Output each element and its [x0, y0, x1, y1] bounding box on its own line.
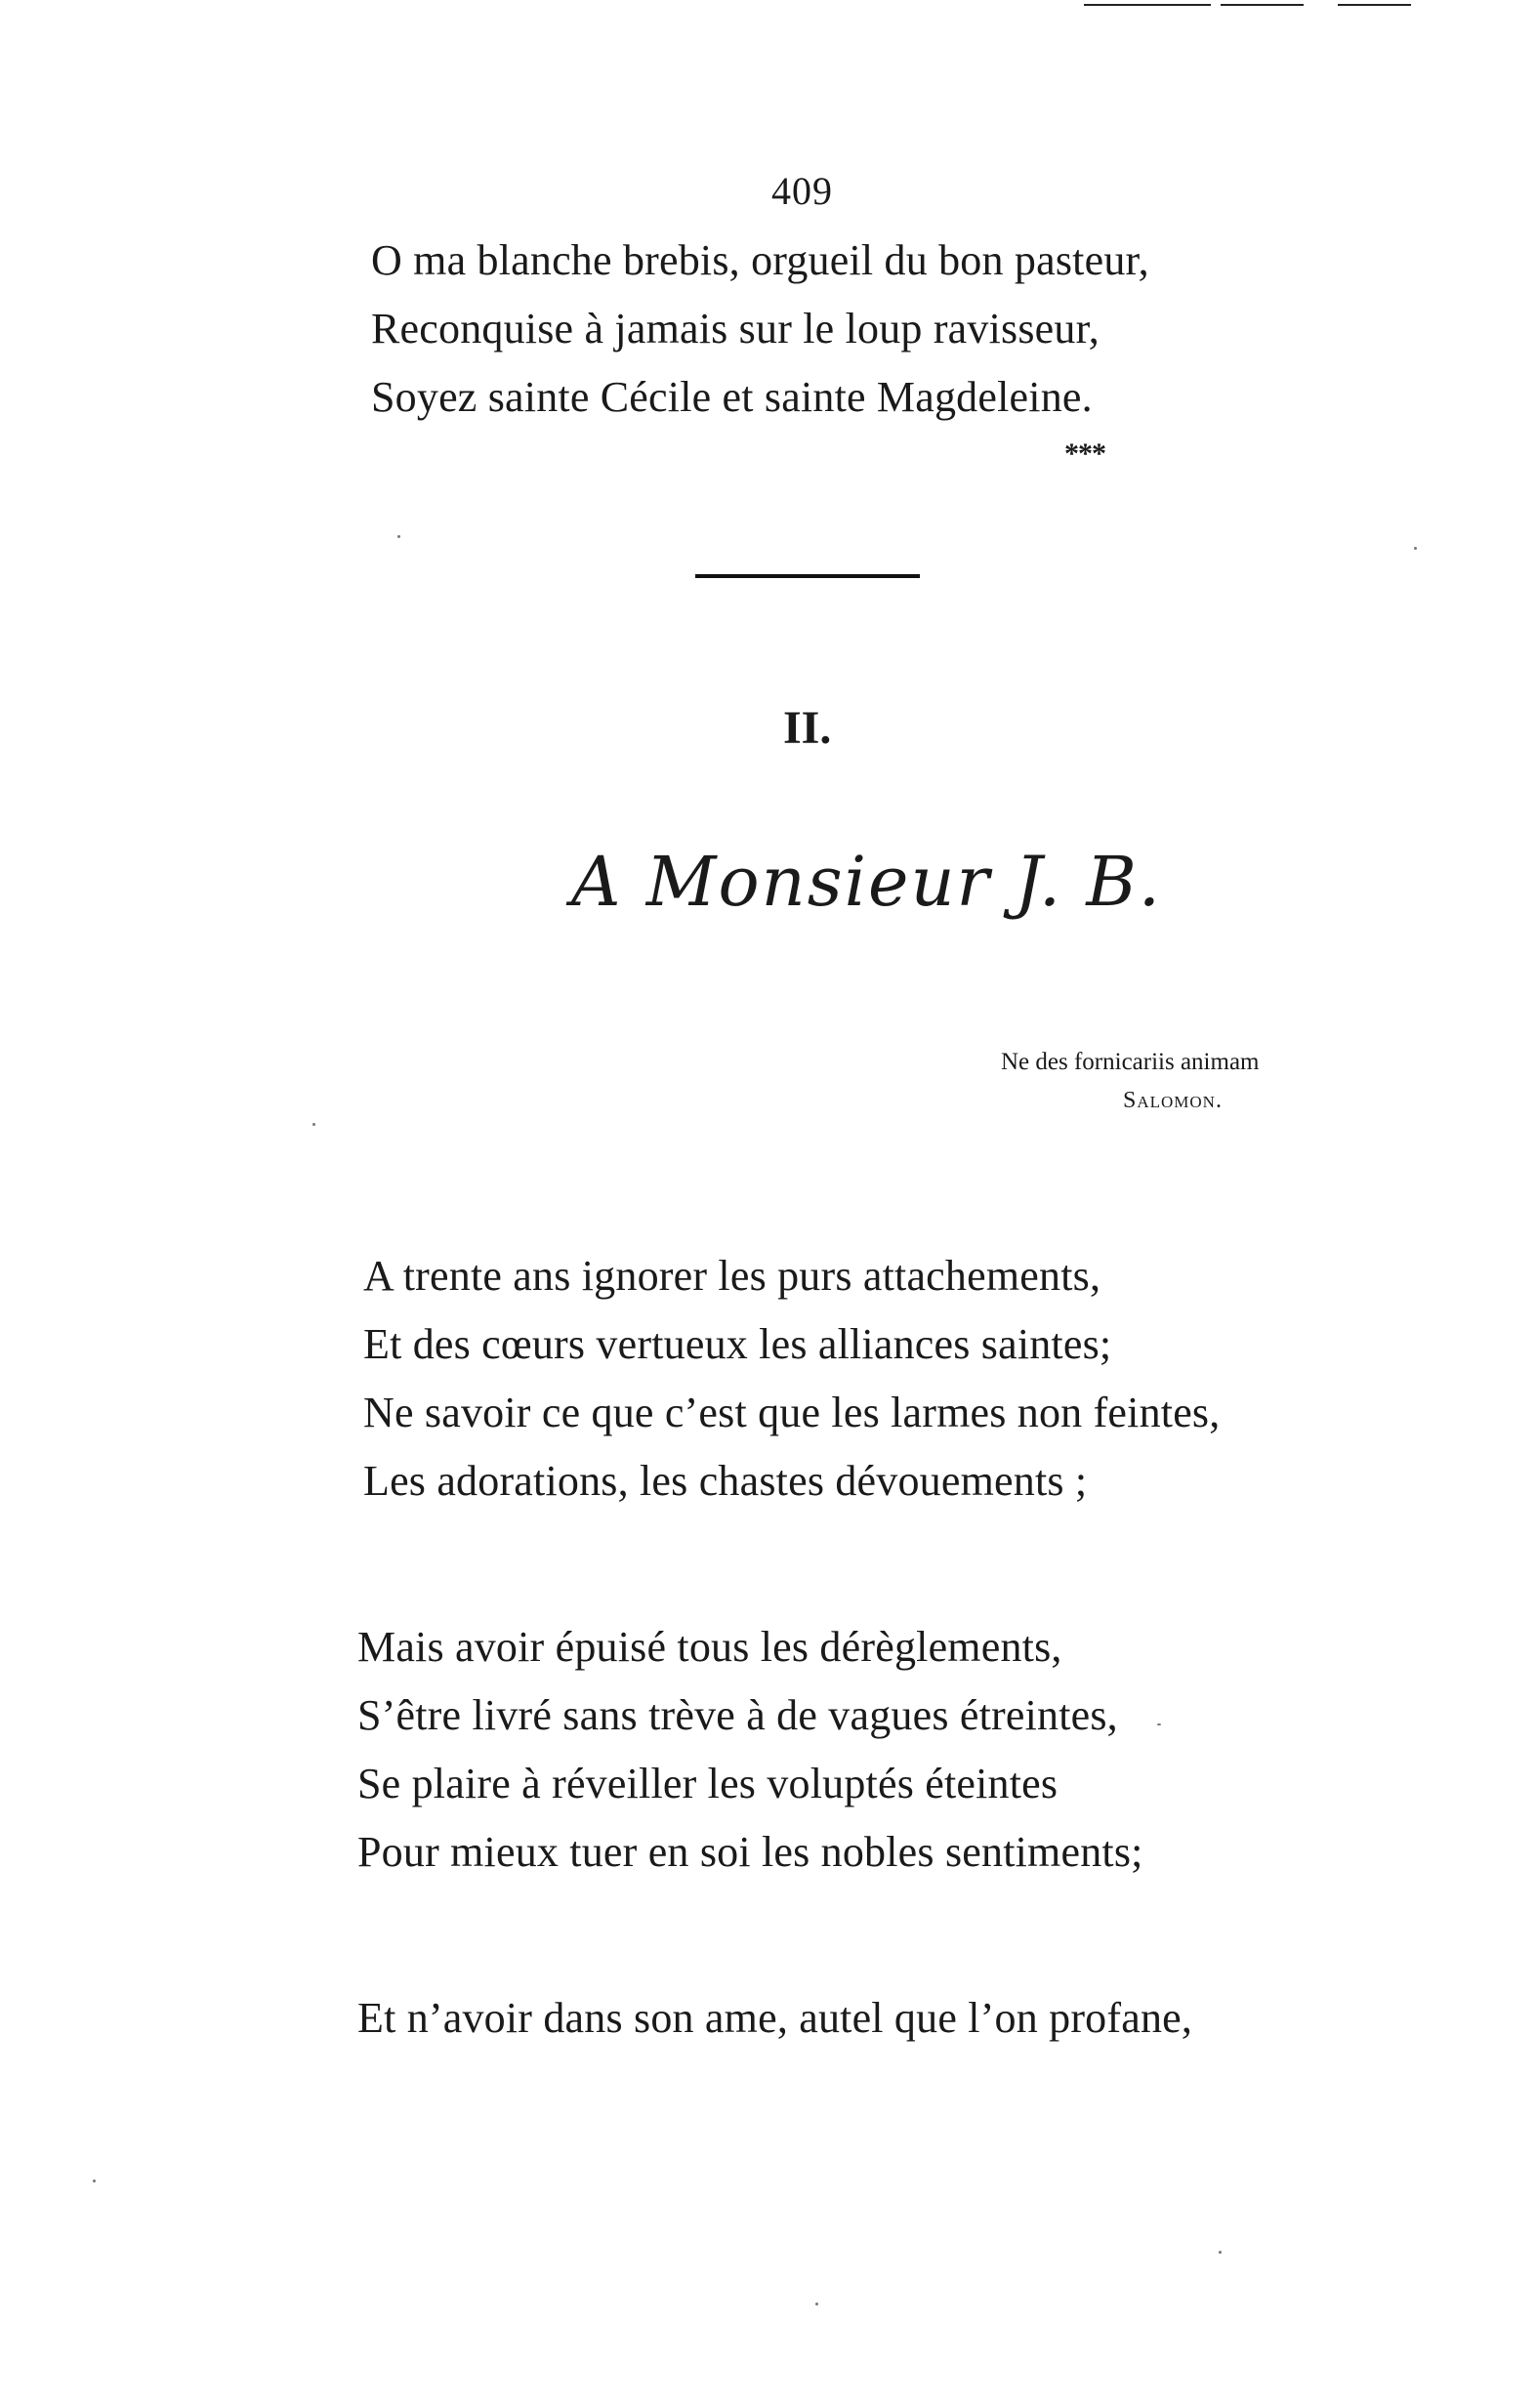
verse-line: Ne savoir ce que c’est que les larmes non feintes, — [363, 1389, 1221, 1436]
section-number: II. — [783, 702, 832, 754]
paper-speck — [1219, 2251, 1222, 2254]
paper-speck — [1414, 547, 1417, 550]
verse-line: Reconquise à jamais sur le loup ravisseur, — [371, 305, 1100, 353]
top-edge-mark — [1084, 4, 1211, 6]
signature-asterisks: *** — [1064, 437, 1105, 470]
verse-line: O ma blanche brebis, orgueil du bon pasteur, — [371, 236, 1149, 284]
verse-line: Les adorations, les chastes dévouements ; — [363, 1457, 1088, 1505]
verse-line: S’être livré sans trève à de vagues étreintes, — [357, 1691, 1118, 1739]
top-edge-mark — [1338, 4, 1411, 6]
verse-line: Et des cœurs vertueux les alliances saintes; — [363, 1320, 1112, 1368]
paper-speck — [815, 2303, 818, 2305]
epigraph-author: Salomon. — [1123, 1088, 1223, 1113]
paper-speck — [93, 2180, 96, 2182]
verse-line: Pour mieux tuer en soi les nobles sentiments; — [357, 1828, 1143, 1876]
verse-line: Soyez sainte Cécile et sainte Magdeleine. — [371, 373, 1093, 421]
epigraph-text: Ne des fornicariis animam — [1001, 1049, 1260, 1075]
verse-line: Mais avoir épuisé tous les dérèglements, — [357, 1623, 1062, 1671]
top-edge-mark — [1221, 4, 1304, 6]
dedication-heading: A Monsieur J. B. — [571, 842, 1163, 922]
verse-line: A trente ans ignorer les purs attachements, — [363, 1252, 1101, 1300]
paper-speck — [397, 535, 400, 538]
page-number: 409 — [771, 169, 833, 213]
verse-line: Se plaire à réveiller les voluptés éteintes — [357, 1760, 1059, 1807]
verse-line: Et n’avoir dans son ame, autel que l’on profane, — [357, 1994, 1193, 2042]
paper-speck — [312, 1123, 315, 1126]
paper-speck — [1157, 1723, 1161, 1725]
section-divider — [695, 574, 920, 578]
